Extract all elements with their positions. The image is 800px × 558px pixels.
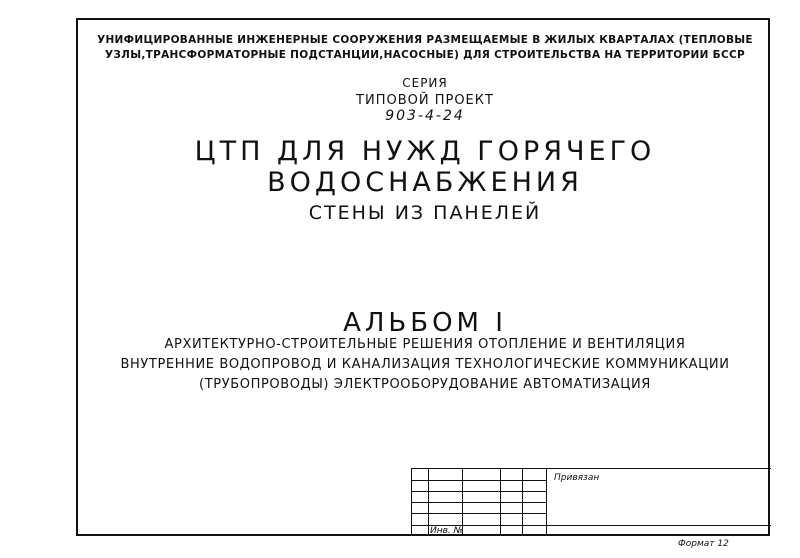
header-line-1: УНИФИЦИРОВАННЫЕ ИНЖЕНЕРНЫЕ СООРУЖЕНИЯ РАЗМЕЩАЕМЫЕ В ЖИЛЫХ КВАРТАЛАХ (ТЕПЛОВЫЕ (97, 34, 753, 46)
header-line-2: УЗЛЫ,ТРАНСФОРМАТОРНЫЕ ПОДСТАНЦИИ,НАСОСНЫЕ) ДЛЯ СТРОИТЕЛЬСТВА НА ТЕРРИТОРИИ БССР (105, 49, 745, 61)
title-block-stamp (411, 468, 771, 535)
project-code: 903-4-24 (385, 108, 465, 124)
title-line-1: ЦТП ДЛЯ НУЖД ГОРЯЧЕГО (194, 136, 656, 167)
title-subtitle: СТЕНЫ ИЗ ПАНЕЛЕЙ (308, 202, 542, 224)
album-desc-line-3: (ТРУБОПРОВОДЫ) ЭЛЕКТРООБОРУДОВАНИЕ АВТОМАТИЗАЦИЯ (199, 377, 651, 392)
stamp-attached-label: Привязан (554, 473, 600, 483)
stamp-grid-line (412, 525, 771, 526)
stamp-inventory-label: Инв. № (430, 526, 464, 536)
stamp-grid-line (412, 513, 546, 514)
format-label: Формат 12 (678, 539, 729, 549)
stamp-grid-line (412, 480, 546, 481)
stamp-grid-line (412, 491, 546, 492)
stamp-grid-line (412, 502, 546, 503)
album-title: АЛЬБОМ I (343, 308, 507, 338)
album-desc-line-2: ВНУТРЕННИЕ ВОДОПРОВОД И КАНАЛИЗАЦИЯ ТЕХНОЛОГИЧЕСКИЕ КОММУНИКАЦИИ (120, 357, 730, 372)
drawing-frame (76, 18, 770, 536)
album-desc-line-1: АРХИТЕКТУРНО-СТРОИТЕЛЬНЫЕ РЕШЕНИЯ ОТОПЛЕНИЕ И ВЕНТИЛЯЦИЯ (164, 337, 686, 352)
title-line-2: ВОДОСНАБЖЕНИЯ (267, 167, 583, 198)
project-label: ТИПОВОЙ ПРОЕКТ (356, 93, 494, 108)
series-label: СЕРИЯ (402, 76, 448, 90)
